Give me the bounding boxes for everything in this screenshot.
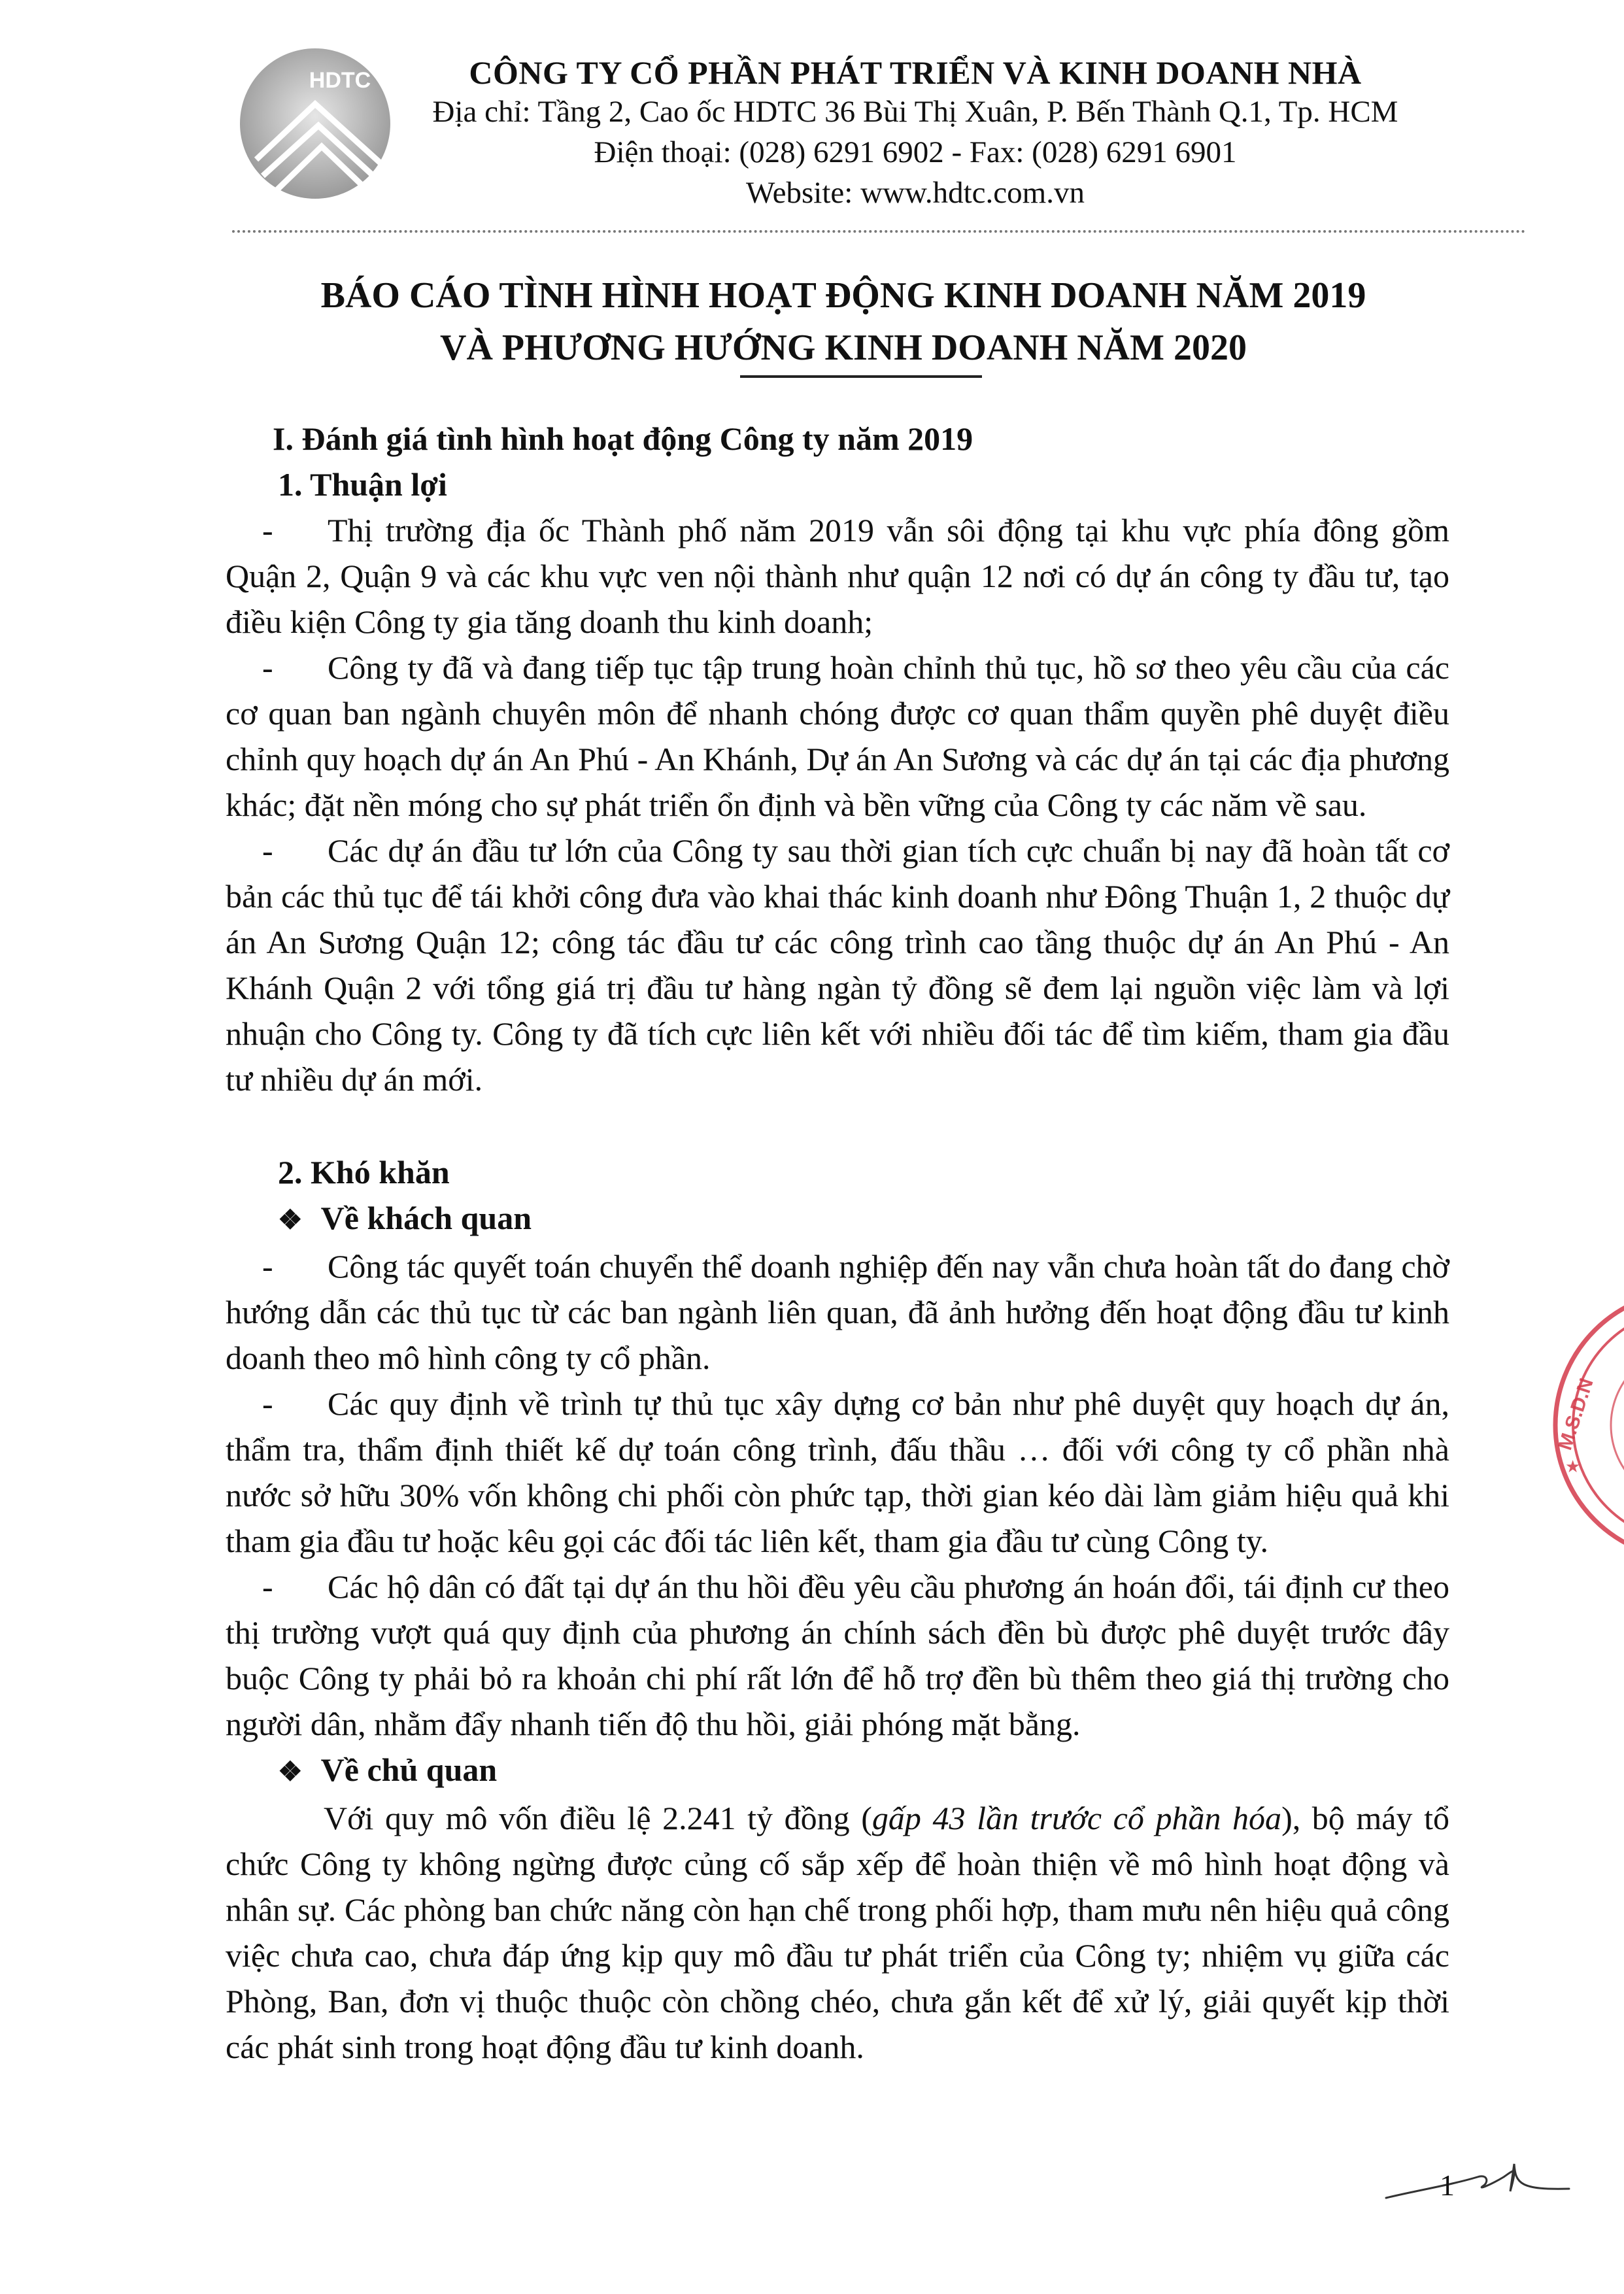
- objective-heading-text: Về khách quan: [320, 1200, 532, 1236]
- bullet-paragraph: [226, 1243, 1449, 1381]
- bullet-paragraph: [226, 645, 1449, 828]
- section-heading: I. Đánh giá tình hình hoạt động Công ty năm 2019: [273, 420, 973, 457]
- subjective-paragraph: [226, 1795, 1449, 2070]
- diamond-bullet-icon: ❖: [278, 1206, 303, 1236]
- bullet-dash: -: [262, 832, 273, 869]
- document-title: [163, 269, 1523, 374]
- objective-heading: [226, 1195, 1449, 1243]
- bullet-paragraph: [226, 1381, 1449, 1564]
- bullet-text: Các quy định về trình tự thủ tục xây dựng cơ bản như phê duyệt quy hoạch dự án, thẩm tra, thẩm định thiết kế dự toán công trình, đấu thầu … đối với công ty cổ phần nhà nước sở hữu 30% vốn không chi phối còn phức tạp, thời gian kéo dài làm giảm hiệu quả khi tham gia đầu tư hoặc kêu gọi các đối tác liên kết, tham gia đầu tư cùng Công ty.: [226, 1385, 1449, 1559]
- bullet-paragraph: [226, 828, 1449, 1102]
- subsection-heading-difficulties: 2. Khó khăn: [278, 1154, 450, 1190]
- bullet-text: Các hộ dân có đất tại dự án thu hồi đều yêu cầu phương án hoán đổi, tái định cư theo thị trường vượt quá quy định của phương án chính sách đền bù được phê duyệt trước đây buộc Công ty phải bỏ ra khoản chi phí rất lớn để hỗ trợ đền bù thêm theo giá thị trường cho người dân, nhằm đẩy nhanh tiến độ thu hồi, giải phóng mặt bằng.: [226, 1568, 1449, 1742]
- company-header: [392, 54, 1438, 213]
- bullet-text: Các dự án đầu tư lớn của Công ty sau thời gian tích cực chuẩn bị nay đã hoàn tất cơ bản các thủ tục để tái khởi công đưa vào khai thác kinh doanh như Đông Thuận 1, 2 thuộc dự án An Sương Quận 12; công tác đầu tư các công trình cao tầng thuộc dự án An Phú - An Khánh Quận 2 với tổng giá trị đầu tư hàng ngàn tỷ đồng sẽ đem lại nguồn việc làm và lợi nhuận cho Công ty. Công ty đã tích cực liên kết với nhiều đối tác để tìm kiếm, tham gia đầu tư nhiều dự án mới.: [226, 832, 1449, 1098]
- title-line-1: BÁO CÁO TÌNH HÌNH HOẠT ĐỘNG KINH DOANH NĂM 2019: [320, 275, 1366, 316]
- bullet-dash: -: [262, 1385, 273, 1422]
- bullet-text: Công tác quyết toán chuyển thể doanh nghiệp đến nay vẫn chưa hoàn tất do đang chờ hướng dẫn các thủ tục từ các ban ngành liên quan, đã ảnh hưởng đến hoạt động đầu tư kinh doanh theo mô hình công ty cổ phần.: [226, 1248, 1449, 1376]
- bullet-dash: -: [262, 512, 273, 548]
- stamp-text: M.S.D.N: [1554, 1375, 1598, 1453]
- bullet-dash: -: [262, 1568, 273, 1605]
- company-logo: [237, 42, 394, 205]
- company-name: CÔNG TY CỔ PHẦN PHÁT TRIỂN VÀ KINH DOANH NHÀ: [469, 54, 1362, 91]
- bullet-text: Công ty đã và đang tiếp tục tập trung hoàn chỉnh thủ tục, hồ sơ theo yêu cầu của các cơ quan ban ngành chuyên môn để nhanh chóng được cơ quan thẩm quyền phê duyệt điều chỉnh quy hoạch dự án An Phú - An Khánh, Dự án An Sương và các dự án tại các địa phương khác; đặt nền móng cho sự phát triển ổn định và bền vững của Công ty các năm về sau.: [226, 649, 1449, 823]
- company-website: Website: www.hdtc.com.vn: [746, 176, 1085, 210]
- title-line-2: VÀ PHƯƠNG HƯỚNG KINH DOANH NĂM 2020: [440, 328, 1247, 368]
- bullet-text: Thị trường địa ốc Thành phố năm 2019 vẫn sôi động tại khu vực phía đông gồm Quận 2, Quận 9 và các khu vực ven nội thành như quận 12 nơi có dự án công ty đầu tư, tạo điều kiện Công ty gia tăng doanh thu kinh doanh;: [226, 512, 1449, 640]
- diamond-bullet-icon: ❖: [278, 1757, 303, 1787]
- logo-text: HDTC: [309, 68, 371, 93]
- subjective-heading-text: Về chủ quan: [320, 1751, 498, 1788]
- title-underline: [740, 375, 982, 378]
- signature: [1379, 2151, 1576, 2216]
- company-phone: Điện thoại: (028) 6291 6902 - Fax: (028) 6291 6901: [594, 135, 1237, 169]
- page-number: 1: [1440, 2168, 1455, 2202]
- company-address: Địa chỉ: Tầng 2, Cao ốc HDTC 36 Bùi Thị Xuân, P. Bến Thành Q.1, Tp. HCM: [432, 95, 1398, 129]
- subsection-heading-advantages: 1. Thuận lợi: [278, 466, 447, 503]
- spacer: [226, 1102, 1449, 1149]
- subjective-text-italic: gấp 43 lần trước cổ phần hóa: [871, 1800, 1282, 1836]
- subjective-text-before: Với quy mô vốn điều lệ 2.241 tỷ đồng (: [324, 1800, 872, 1836]
- bullet-dash: -: [262, 649, 273, 686]
- subjective-text-after: ), bộ máy tổ chức Công ty không ngừng được củng cố sắp xếp để hoàn thiện về mô hình hoạt động và nhân sự. Các phòng ban chức năng còn hạn chế trong phối hợp, tham mưu nên hiệu quả công việc chưa cao, chưa đáp ứng kịp quy mô đầu tư phát triển của Công ty; nhiệm vụ giữa các Phòng, Ban, đơn vị thuộc thuộc còn chồng chéo, chưa gắn kết để xử lý, giải quyết kịp thời các phát sinh trong hoạt động đầu tư kinh doanh.: [226, 1800, 1449, 2065]
- bullet-paragraph: [226, 507, 1449, 645]
- bullet-dash: -: [262, 1248, 273, 1285]
- header-divider: [232, 230, 1526, 233]
- subjective-heading: [226, 1747, 1449, 1795]
- bullet-paragraph: [226, 1564, 1449, 1747]
- document-body: [226, 416, 1449, 2070]
- svg-text:★: ★: [1565, 1457, 1581, 1476]
- company-stamp: [1546, 1281, 1624, 1569]
